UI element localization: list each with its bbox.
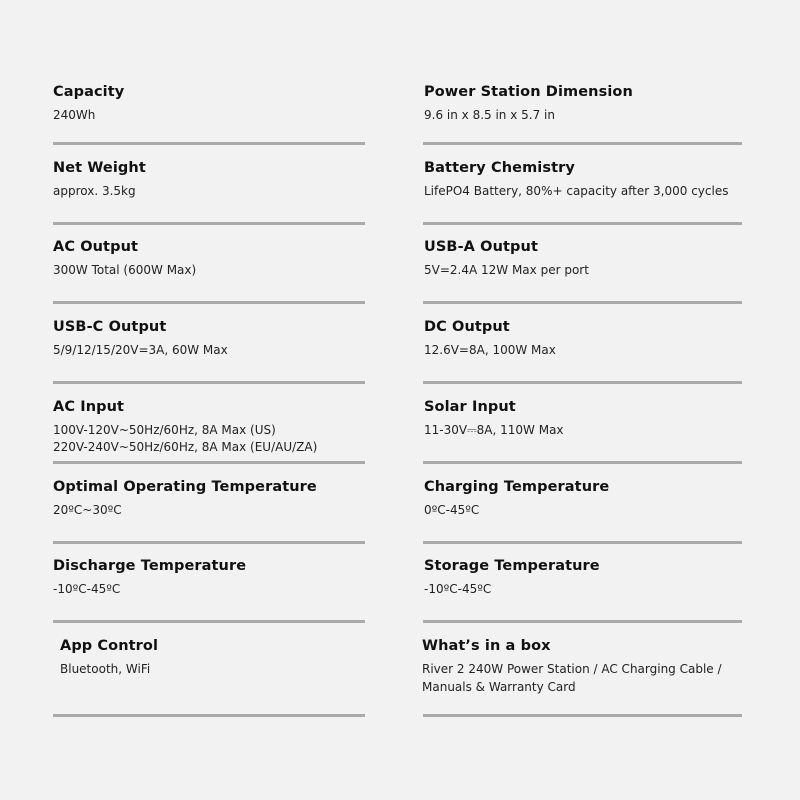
spec-title: AC Output [53, 239, 139, 255]
spec-value-line: Manuals & Warranty Card [422, 680, 576, 694]
divider [53, 381, 365, 384]
spec-value-line: 220V-240V~50Hz/60Hz, 8A Max (EU/AU/ZA) [53, 440, 318, 454]
spec-charging-temperature [424, 478, 744, 519]
spec-app-control [60, 637, 380, 678]
divider [53, 301, 365, 304]
spec-title: Discharge Temperature [53, 558, 247, 574]
spec-title: Battery Chemistry [424, 160, 575, 176]
spec-usb-c-output [53, 318, 373, 359]
spec-value: -10ºC-45ºC [53, 582, 121, 596]
spec-ac-input [53, 398, 373, 456]
divider [53, 222, 365, 225]
spec-title: Charging Temperature [424, 479, 610, 495]
spec-dc-output [424, 318, 744, 359]
spec-ac-output [53, 238, 373, 279]
spec-value: 20ºC~30ºC [53, 503, 122, 517]
spec-value: Bluetooth, WiFi [60, 662, 151, 676]
spec-value [422, 660, 772, 696]
spec-title: AC Input [53, 399, 125, 415]
spec-value: 0ºC-45ºC [424, 503, 480, 517]
spec-title: Storage Temperature [424, 558, 600, 574]
spec-net-weight [53, 159, 373, 200]
spec-title: Power Station Dimension [424, 84, 633, 100]
divider [423, 142, 742, 145]
divider [423, 381, 742, 384]
divider [423, 222, 742, 225]
spec-dimension [424, 83, 764, 124]
spec-title: Optimal Operating Temperature [53, 479, 317, 495]
spec-whats-in-box [422, 637, 772, 696]
divider [53, 620, 365, 623]
spec-value: approx. 3.5kg [53, 184, 136, 198]
spec-storage-temperature [424, 557, 744, 598]
spec-value: LifePO4 Battery, 80%+ capacity after 3,000 cycles [424, 184, 729, 198]
spec-value: 300W Total (600W Max) [53, 263, 197, 277]
spec-value [53, 421, 373, 456]
spec-battery-chemistry [424, 159, 774, 200]
spec-discharge-temperature [53, 557, 373, 598]
spec-usb-a-output [424, 238, 744, 279]
spec-value: 5/9/12/15/20V=3A, 60W Max [53, 343, 228, 357]
divider [53, 461, 365, 464]
spec-value: 12.6V=8A, 100W Max [424, 343, 556, 357]
spec-value: 240Wh [53, 108, 96, 122]
spec-optimal-operating-temperature [53, 478, 373, 519]
spec-title: Net Weight [53, 160, 146, 176]
divider [53, 142, 365, 145]
spec-value: 11-30V⎓8A, 110W Max [424, 423, 564, 437]
spec-value-line: River 2 240W Power Station / AC Charging Cable / [422, 662, 722, 676]
divider [53, 714, 365, 717]
spec-title: App Control [60, 638, 159, 654]
spec-solar-input [424, 398, 744, 439]
divider [423, 461, 742, 464]
spec-title: USB-C Output [53, 319, 167, 335]
spec-capacity [53, 83, 373, 124]
divider [423, 714, 742, 717]
divider [53, 541, 365, 544]
divider [423, 541, 742, 544]
spec-title: Solar Input [424, 399, 516, 415]
divider [423, 620, 742, 623]
spec-value-line: 100V-120V~50Hz/60Hz, 8A Max (US) [53, 423, 276, 437]
divider [423, 301, 742, 304]
spec-value: 9.6 in x 8.5 in x 5.7 in [424, 108, 555, 122]
spec-title: Capacity [53, 84, 125, 100]
spec-value: -10ºC-45ºC [424, 582, 492, 596]
spec-title: DC Output [424, 319, 510, 335]
spec-value: 5V=2.4A 12W Max per port [424, 263, 589, 277]
spec-title: USB-A Output [424, 239, 538, 255]
spec-title: What’s in a box [422, 638, 551, 654]
